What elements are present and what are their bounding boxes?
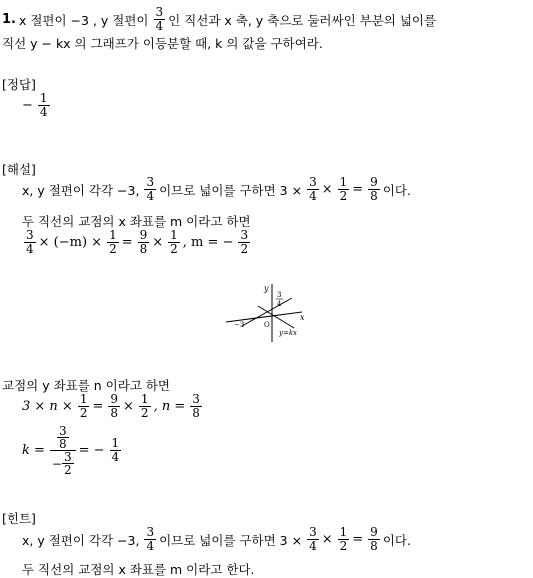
neg3-label: −3 <box>234 321 245 329</box>
problem-number: 1. <box>2 12 16 27</box>
solution-graph <box>220 282 310 344</box>
solution-label: [해설] <box>2 162 36 177</box>
hint-line-1: x, y 절편이 각각 −3, $\frac{3}{4}$ 이므로 넓이를 구하면 3 × $\frac{3}{4}$ × $\frac{1}{2}$ = $\frac{9}{8}$ 이다. <box>22 525 411 553</box>
problem-text-b: 인 직선과 x 축, y 축으로 둘러싸인 부분의 넓이를 <box>168 12 437 28</box>
fraction: $\frac{1}{2}$ <box>339 175 348 203</box>
hint-label: [힌트] <box>2 511 36 526</box>
fraction: $\frac{9}{8}$ <box>139 228 148 256</box>
solution-line-3: 교점의 y 좌표를 n 이라고 하면 <box>2 378 171 393</box>
fraction: $\frac{1}{2}$ <box>339 525 348 553</box>
answer-value <box>22 92 53 119</box>
problem-line-1 <box>2 6 439 33</box>
problem-text-a: x 절편이 −3 , y 절편이 <box>18 12 149 28</box>
solution-line-2: 두 직선의 교점의 x 좌표를 m 이라고 하면 <box>22 214 251 229</box>
solution-equation-3: k = 3 8 − $\frac{3}{2}$ = − $\frac{1}{4}$ <box>22 424 120 477</box>
fraction: $\frac{1}{2}$ <box>79 392 88 420</box>
fraction: $\frac{1}{2}$ <box>170 228 178 256</box>
answer-label: [정답] <box>2 77 36 92</box>
fraction: $\frac{9}{8}$ <box>370 175 378 203</box>
solution-equation-2: 3 × n × $\frac{1}{2}$ = $\frac{9}{8}$ × $\frac{1}{2}$ , n = $\frac{3}{8}$ <box>22 392 200 420</box>
frac-label-den: 4 <box>277 300 282 308</box>
fraction: $\frac{3}{4}$ <box>26 228 34 256</box>
fraction: $\frac{9}{8}$ <box>370 525 378 553</box>
solution-line-1: x, y 절편이 각각 −3, $\frac{3}{4}$ 이므로 넓이를 구하면 3 × $\frac{3}{4}$ × $\frac{1}{2}$ = $\frac{9}{8}$ 이다. <box>22 175 411 203</box>
hint-line-2: 두 직선의 교점의 x 좌표를 m 이라고 한다. <box>22 562 255 577</box>
complex-fraction: 3 8 − $\frac{3}{2}$ <box>50 425 76 476</box>
fraction: $\frac{3}{4}$ <box>146 525 155 553</box>
x-axis-label: x <box>300 313 305 322</box>
fraction: $\frac{1}{4}$ <box>111 436 120 464</box>
problem-line-2: 직선 y − kx 의 그래프가 이등분할 때, k 의 값을 구하여라. <box>2 36 323 51</box>
solution-equation-1: $\frac{3}{4}$ × (−m) × $\frac{1}{2}$ = $\frac{9}{8}$ × $\frac{1}{2}$ , m = − $\frac{3}{2}$ <box>26 228 249 256</box>
answer-fraction: $\frac{1}{4}$ <box>39 91 48 119</box>
fraction: $\frac{3}{8}$ <box>192 392 200 420</box>
y-axis-label: y <box>264 284 269 293</box>
fraction: $\frac{1}{2}$ <box>140 392 149 420</box>
answer-sign: − <box>22 98 33 113</box>
problem-fraction: $\frac{3}{4}$ <box>155 5 164 33</box>
fraction: $\frac{3}{4}$ <box>146 175 155 203</box>
fraction: $\frac{3}{4}$ <box>309 175 317 203</box>
fraction: $\frac{1}{2}$ <box>109 228 117 256</box>
fraction: $\frac{3}{4}$ <box>309 525 317 553</box>
line-label: y=kx <box>279 329 298 337</box>
fraction: $\frac{3}{2}$ <box>240 228 249 256</box>
origin-label: O <box>264 321 270 329</box>
fraction: $\frac{9}{8}$ <box>110 392 119 420</box>
frac-label-num: 3 <box>277 291 282 299</box>
